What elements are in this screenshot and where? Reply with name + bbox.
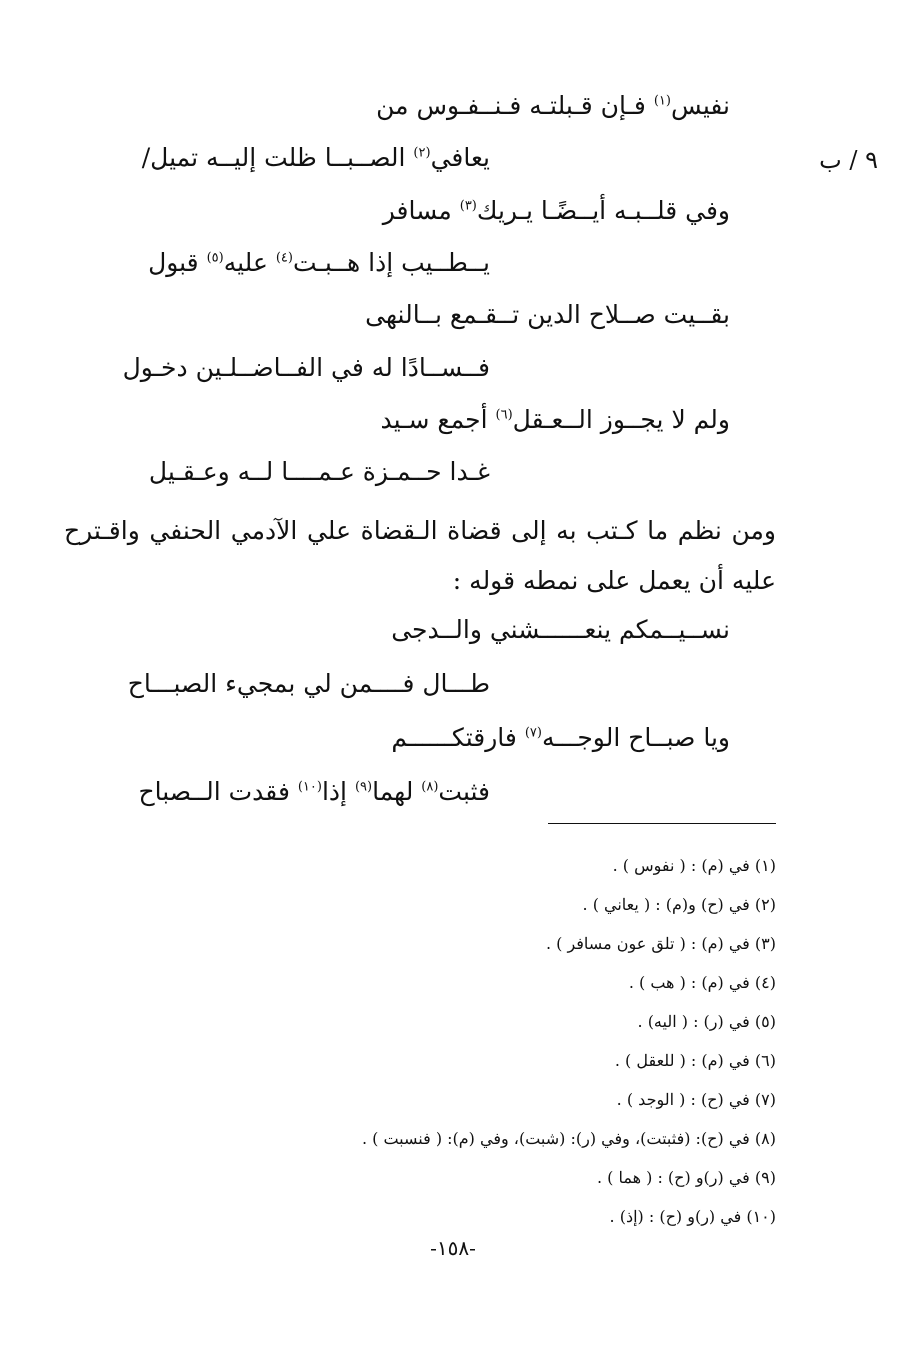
verse-text: فقدت الــصباح (138, 777, 298, 806)
verse-line (376, 88, 730, 124)
verse-text: لهما (372, 777, 422, 806)
verse-text: ويا صبــاح الوجـــه (541, 723, 730, 752)
footnote-ref: (٥) (206, 250, 224, 266)
verse-text: بقــيت صــلاح الدين تــقـمع بــالنهى (365, 300, 730, 330)
footnote: (١) في (م) : ( نفوس ) . (612, 856, 776, 875)
verse-text: وفي قلــبـه أيــضًـا يـريك (476, 195, 730, 225)
footnote-ref: (٣) (459, 198, 477, 214)
footnote-ref: (٤) (275, 250, 293, 266)
verse-text: أجمع سـيد (380, 404, 496, 434)
verse-text: ولم لا يجــوز الــعـقل (512, 404, 730, 434)
verse-text: فــســادًا له في الفــاضــلـين دخـول (122, 352, 490, 382)
page-number: -١٥٨- (430, 1236, 476, 1260)
verse-text: يعافي (430, 143, 490, 173)
footnote-separator (548, 823, 776, 824)
verse-text: فـإن قـبلتـه فـنــفـوس من (376, 91, 654, 120)
footnote: (٤) في (م) : ( هب ) . (628, 973, 776, 992)
footnote: (١٠) في (ر)و (ح) : (إذ) . (609, 1207, 776, 1226)
verse-text: الصــبــا ظلت إليــه تميل/ (141, 143, 414, 173)
footnote: (٣) في (م) : ( تلق عون مسافر ) . (545, 934, 776, 953)
verse-line (148, 245, 490, 281)
verse-text: عليه (223, 247, 276, 277)
footnote: (٦) في (م) : ( للعقل ) . (614, 1051, 776, 1070)
verse-text: قبول (148, 247, 207, 277)
footnote-ref: (٩) (354, 779, 373, 795)
verse-line (142, 140, 490, 176)
footnote: (٥) في (ر) : ( اليه) . (637, 1012, 776, 1031)
folio-marker: ٩ / ب (819, 146, 878, 174)
verse-line (383, 193, 730, 229)
footnote: (٢) في (ح) و(م) : ( يعاني ) . (582, 895, 776, 914)
footnote-ref: (٨) (421, 779, 439, 795)
verse-line (149, 454, 490, 490)
verse-text: طـــال فــــمن لي بمجيء الصبـــاح (127, 669, 490, 698)
footnotes-list (156, 846, 776, 1236)
verse-text: نســيــمكم ينعــــــشني والــدجى (391, 615, 730, 644)
footnote-ref: (٦) (495, 407, 513, 423)
verse-line (139, 774, 491, 810)
verse-line (123, 350, 490, 386)
verse-text: مسافر (382, 195, 460, 225)
prose-paragraph: ومن نظم ما كـتب به إلى قضاة الـقضاة علي الآدمي الحنفي واقـترح عليه أن يعمل على نمطه قوله : (64, 516, 776, 595)
footnote: (٧) في (ح) : ( الوجد ) . (616, 1090, 776, 1109)
verse-line (391, 612, 730, 648)
verse-line (381, 402, 730, 438)
verse-text: فثبت (438, 777, 490, 806)
verse-text: غـدا حــمـزة عـمــــا لــه وعـقـيل (148, 457, 490, 487)
verse-text: إذا (321, 777, 355, 806)
footnote-ref: (٢) (413, 145, 431, 161)
verse-text: نفيس (670, 91, 730, 120)
verse-line (128, 666, 490, 702)
footnote-ref: (٧) (524, 725, 542, 741)
verse-text: فارقتكــــــم (391, 723, 525, 752)
verse-line (391, 720, 730, 756)
verse-line (365, 297, 730, 333)
verse-text: يــطــيب إذا هــبـت (292, 247, 490, 277)
footnote-ref: (١٠) (297, 779, 322, 795)
footnote-ref: (١) (653, 93, 671, 109)
footnote: (٨) في (ح): (فثبتت)، وفي (ر): (شبت)، وفي (م): ( فنسبت ) . (361, 1129, 776, 1148)
footnote: (٩) في (ر)و (ح) : ( هما ) . (596, 1168, 776, 1187)
